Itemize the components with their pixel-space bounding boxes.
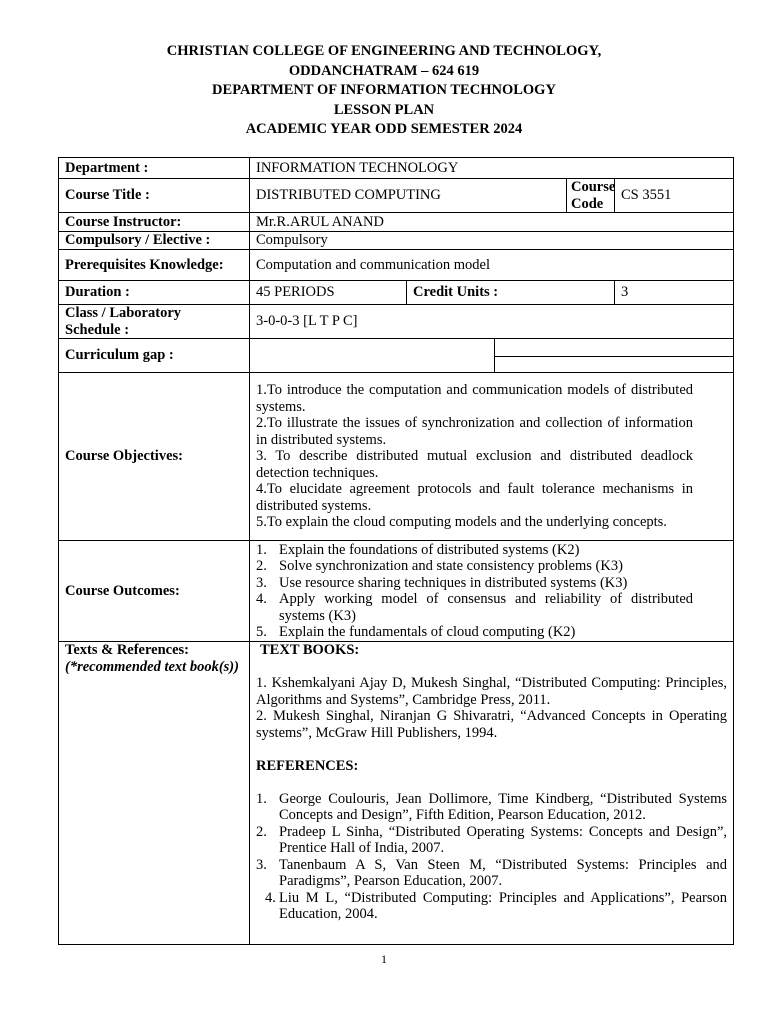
schedule-value: 3-0-0-3 [L T P C] xyxy=(250,305,734,339)
document-title: LESSON PLAN xyxy=(333,101,435,118)
texts-references-label xyxy=(59,642,250,945)
department-value: INFORMATION TECHNOLOGY xyxy=(250,158,734,179)
compulsory-value: Compulsory xyxy=(250,232,734,250)
prerequisites-label: Prerequisites Knowledge: xyxy=(59,250,250,281)
objective-item: 4.To elucidate agreement protocols and fault tolerance mechanisms in distributed systems. xyxy=(256,481,694,514)
objective-item: 3. To describe distributed mutual exclusion and distributed deadlock detection techniques. xyxy=(256,448,694,481)
reference-item xyxy=(256,791,727,824)
row-compulsory xyxy=(59,232,734,250)
outcome-number: 2. xyxy=(256,558,267,574)
outcome-number: 4. xyxy=(256,591,267,607)
reference-text: Tanenbaum A S, Van Steen M, “Distributed Systems: Principles and Paradigms”, Pearson Education, 2007. xyxy=(279,856,728,889)
outcomes-list xyxy=(250,541,734,642)
prerequisites-value: Computation and communication model xyxy=(250,250,734,281)
objective-item: 5.To explain the cloud computing models and the underlying concepts. xyxy=(256,514,667,531)
reference-number: 1. xyxy=(256,790,267,807)
duration-label: Duration : xyxy=(59,281,250,305)
outcome-number: 3. xyxy=(256,574,267,591)
curriculum-gap-subcell-top xyxy=(495,339,733,356)
schedule-label-line2: Schedule : xyxy=(65,321,130,338)
row-duration xyxy=(59,281,734,305)
objectives-label: Course Objectives: xyxy=(59,373,250,541)
row-schedule xyxy=(59,305,734,339)
credit-units-value: 3 xyxy=(615,281,734,305)
row-texts-references xyxy=(59,642,734,945)
course-title-label: Course Title : xyxy=(59,179,250,213)
outcome-text: Apply working model of consensus and reliability of distributed systems (K3) xyxy=(279,591,694,624)
outcome-text: Use resource sharing techniques in distributed systems (K3) xyxy=(279,574,628,591)
reference-number: 3. xyxy=(256,856,267,873)
texts-references-label-line1: Texts & References: xyxy=(65,642,190,658)
course-code-label-line1: Course xyxy=(571,179,616,195)
row-outcomes xyxy=(59,541,734,642)
schedule-label-line1: Class / Laboratory xyxy=(65,305,181,321)
department-heading: DEPARTMENT OF INFORMATION TECHNOLOGY xyxy=(212,82,556,98)
texts-references-content xyxy=(250,642,734,945)
course-code-value: CS 3551 xyxy=(615,179,734,213)
outcome-text: Solve synchronization and state consistency problems (K3) xyxy=(279,558,623,574)
reference-number: 4. xyxy=(265,889,276,906)
row-prerequisites xyxy=(59,250,734,281)
objective-item: 1.To introduce the computation and communication models of distributed systems. xyxy=(256,382,694,415)
course-code-label-line2: Code xyxy=(571,195,604,212)
reference-text: Pradeep L Sinha, “Distributed Operating Systems: Concepts and Design”, Prentice Hall of India, 2007. xyxy=(279,823,728,856)
curriculum-gap-cell-2 xyxy=(495,339,734,373)
college-name: CHRISTIAN COLLEGE OF ENGINEERING AND TECHNOLOGY, xyxy=(166,43,602,59)
outcome-item xyxy=(256,542,693,559)
credit-units-label: Credit Units : xyxy=(407,281,615,305)
outcome-item xyxy=(256,558,693,575)
instructor-value: Mr.R.ARUL ANAND xyxy=(250,213,734,232)
outcome-text: Explain the fundamentals of cloud computing (K2) xyxy=(279,624,576,640)
text-book-item: 1. Kshemkalyani Ajay D, Mukesh Singhal, “Distributed Computing: Principles, Algorithms and Systems”, Cambridge Press, 2011. xyxy=(256,675,728,708)
page-number: 1 xyxy=(381,952,387,966)
row-department xyxy=(59,158,734,179)
curriculum-gap-subtable xyxy=(495,339,733,372)
outcome-number: 1. xyxy=(256,541,267,558)
row-instructor xyxy=(59,213,734,232)
references-heading: REFERENCES: xyxy=(256,757,359,774)
course-code-label xyxy=(567,179,615,213)
document-header xyxy=(0,42,768,140)
outcome-item xyxy=(256,624,693,641)
schedule-label xyxy=(59,305,250,339)
reference-number: 2. xyxy=(256,823,267,840)
reference-item xyxy=(256,857,727,890)
reference-item xyxy=(256,890,727,923)
duration-value: 45 PERIODS xyxy=(250,281,407,305)
objectives-list xyxy=(250,373,734,541)
course-title-value: DISTRIBUTED COMPUTING xyxy=(250,179,567,213)
recommended-books-note: (*recommended text book(s)) xyxy=(65,658,239,675)
outcomes-label: Course Outcomes: xyxy=(59,541,250,642)
lesson-plan-table xyxy=(58,157,734,945)
academic-year: ACADEMIC YEAR ODD SEMESTER 2024 xyxy=(245,121,523,137)
instructor-label: Course Instructor: xyxy=(59,213,250,232)
curriculum-gap-label: Curriculum gap : xyxy=(59,339,250,373)
outcome-number: 5. xyxy=(256,624,267,640)
curriculum-gap-cell-1 xyxy=(250,339,495,373)
outcome-item xyxy=(256,575,693,592)
reference-item xyxy=(256,824,727,857)
text-book-item: 2. Mukesh Singhal, Niranjan G Shivaratri, “Advanced Concepts in Operating systems”, McGraw Hill Publishers, 1994. xyxy=(256,708,728,741)
compulsory-label: Compulsory / Elective : xyxy=(59,232,250,250)
row-objectives xyxy=(59,373,734,541)
objective-item: 2.To illustrate the issues of synchronization and collection of information in distributed systems. xyxy=(256,415,694,448)
reference-text: George Coulouris, Jean Dollimore, Time Kindberg, “Distributed Systems Concepts and Design”, Fifth Edition, Pearson Education, 2012. xyxy=(279,790,728,823)
department-label: Department : xyxy=(59,158,250,179)
reference-text: Liu M L, “Distributed Computing: Principles and Applications”, Pearson Education, 2004. xyxy=(279,889,728,922)
outcome-item xyxy=(256,591,693,624)
row-course-title xyxy=(59,179,734,213)
college-location: ODDANCHATRAM – 624 619 xyxy=(288,62,480,79)
curriculum-gap-subcell-bottom xyxy=(495,356,733,372)
row-curriculum-gap xyxy=(59,339,734,373)
outcome-text: Explain the foundations of distributed systems (K2) xyxy=(279,541,580,558)
text-books-heading: TEXT BOOKS: xyxy=(260,642,360,658)
